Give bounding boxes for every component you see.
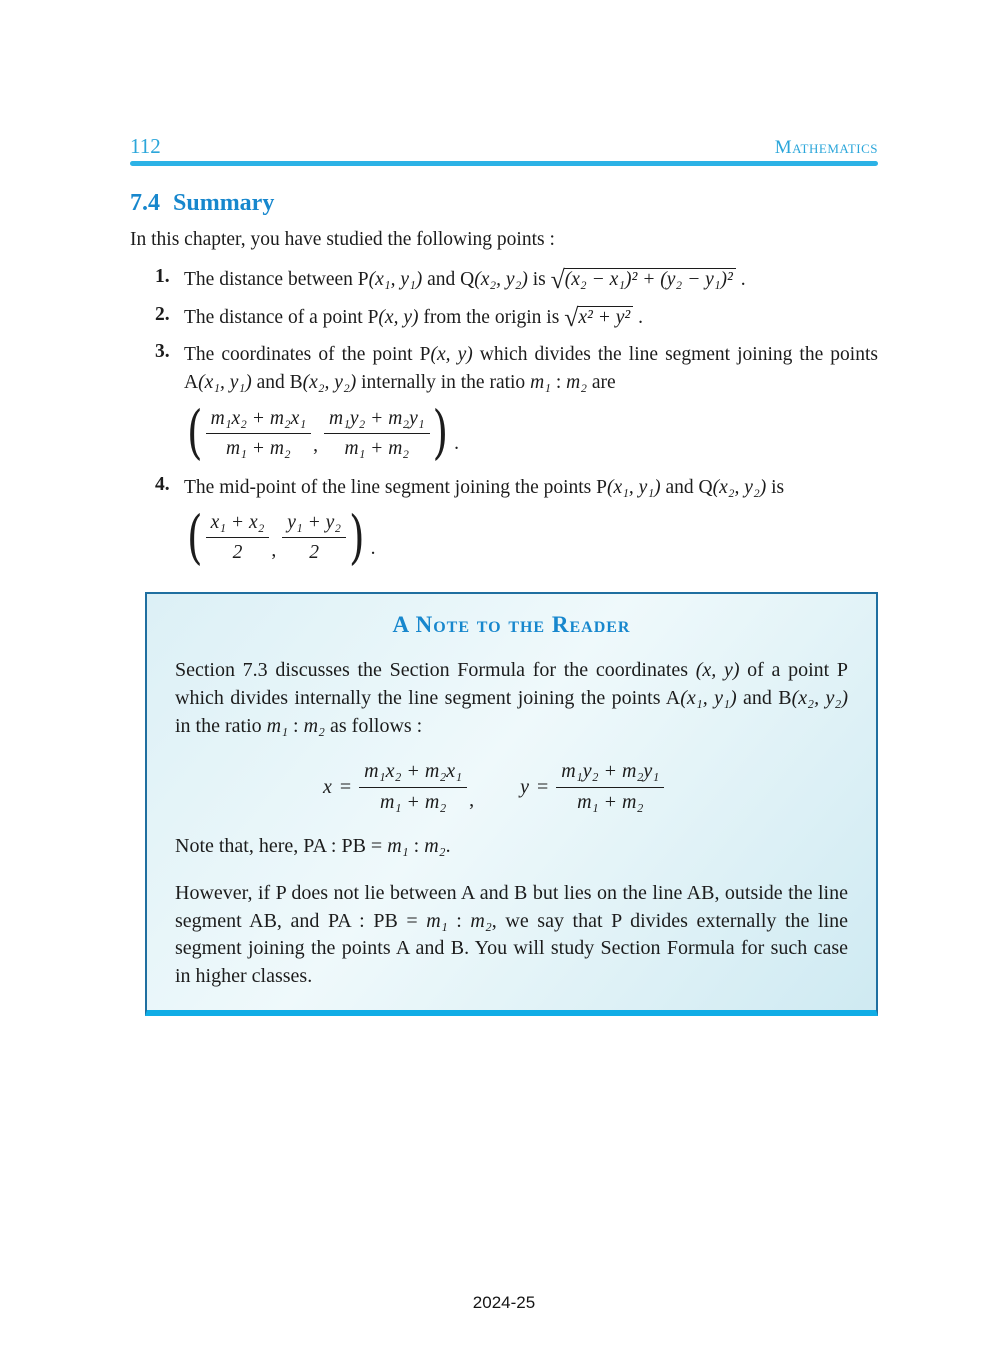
period: . xyxy=(454,433,459,455)
summary-item-2 xyxy=(130,304,878,332)
summary-item-3 xyxy=(130,341,878,396)
midpoint-formula-display xyxy=(184,504,878,572)
item-number: 4. xyxy=(155,473,170,495)
numerator: y₁ + y₂ xyxy=(282,511,346,538)
item-text: The mid-point of the line segment joining the points P(x₁, y₁) and Q(x₂, y₂) is xyxy=(184,476,785,498)
running-header xyxy=(130,0,878,159)
denominator: 2 xyxy=(232,542,243,564)
note-paragraph-1: Section 7.3 discusses the Section Formula for the coordinates (x, y) of a point P which divides internally the line segment joining the points A(x₁, y₁) and B(x₂, y₂) in the ratio m₁ : m₂ as follows : xyxy=(175,659,849,737)
comma: , xyxy=(469,788,475,811)
section-number: 7.4 xyxy=(130,190,160,216)
note-line: Note that, here, PA : PB = m₁ : m₂. xyxy=(175,835,451,858)
denominator: m₁ + m₂ xyxy=(380,790,447,813)
section-heading xyxy=(130,190,878,217)
item-text: The distance of a point P(x, y) from the origin is √x² + y² . xyxy=(184,302,643,332)
close-paren: ) xyxy=(432,399,449,467)
close-paren: ) xyxy=(349,504,365,572)
fraction xyxy=(206,407,312,460)
item-text: The coordinates of the point P(x, y) which divides the line segment joining the points A(x₁, y₁) and B(x₂, y₂) internally in the ratio m₁ : m₂ are xyxy=(184,344,878,394)
note-box xyxy=(145,592,878,1016)
comma: , xyxy=(313,435,318,457)
numerator: m₁y₂ + m₂y₁ xyxy=(324,407,430,434)
formula-lhs-x: x xyxy=(323,775,332,798)
denominator: m₁ + m₂ xyxy=(344,437,410,459)
fraction xyxy=(556,760,664,814)
denominator: 2 xyxy=(309,542,320,564)
numerator: m₁y₂ + m₂y₁ xyxy=(556,760,664,788)
section-title: Summary xyxy=(173,190,275,216)
numerator: m₁x₂ + m₂x₁ xyxy=(359,760,467,788)
intro-text: In this chapter, you have studied the following points : xyxy=(130,229,555,250)
section-formula-display xyxy=(184,399,878,467)
note-formula xyxy=(323,760,848,814)
note-box-title: A Note to the Reader xyxy=(392,612,631,638)
note-paragraph-2: However, if P does not lie between A and B but lies on the line AB, outside the line segment AB, and PA : PB = m₁ : m₂, we say that P divides externally the line segment joining the points A and B. You will study Section Formula for such case in higher classes. xyxy=(175,882,848,987)
numerator: x₁ + x₂ xyxy=(206,511,270,538)
numerator: m₁x₂ + m₂x₁ xyxy=(206,407,312,434)
equals-sign: = xyxy=(339,775,352,798)
formula-lhs-y: y xyxy=(520,775,530,798)
page-number: 112 xyxy=(130,134,161,158)
summary-item-4 xyxy=(130,474,878,502)
denominator: m₁ + m₂ xyxy=(226,437,291,459)
open-paren: ( xyxy=(187,399,203,467)
fraction xyxy=(359,760,467,814)
item-number: 1. xyxy=(155,266,170,287)
year-footer: 2024-25 xyxy=(472,1293,536,1312)
header-rule xyxy=(130,161,878,166)
summary-item-1 xyxy=(130,266,878,294)
item-number: 2. xyxy=(155,303,170,325)
fraction xyxy=(282,511,346,564)
item-number: 3. xyxy=(155,341,170,363)
page-content xyxy=(130,0,878,1016)
denominator: m₁ + m₂ xyxy=(577,790,644,813)
comma: , xyxy=(271,539,277,561)
equals-sign: = xyxy=(537,775,549,798)
summary-list xyxy=(130,265,878,572)
item-text: The distance between P(x₁, y₁) and Q(x₂, y₂) is √(x₂ − x₁)² + (y₂ − y₁)² . xyxy=(184,265,746,294)
subject-title: Mathematics xyxy=(774,137,878,158)
open-paren: ( xyxy=(187,504,203,572)
fraction xyxy=(324,407,430,460)
period: . xyxy=(370,537,376,559)
fraction xyxy=(206,511,270,564)
